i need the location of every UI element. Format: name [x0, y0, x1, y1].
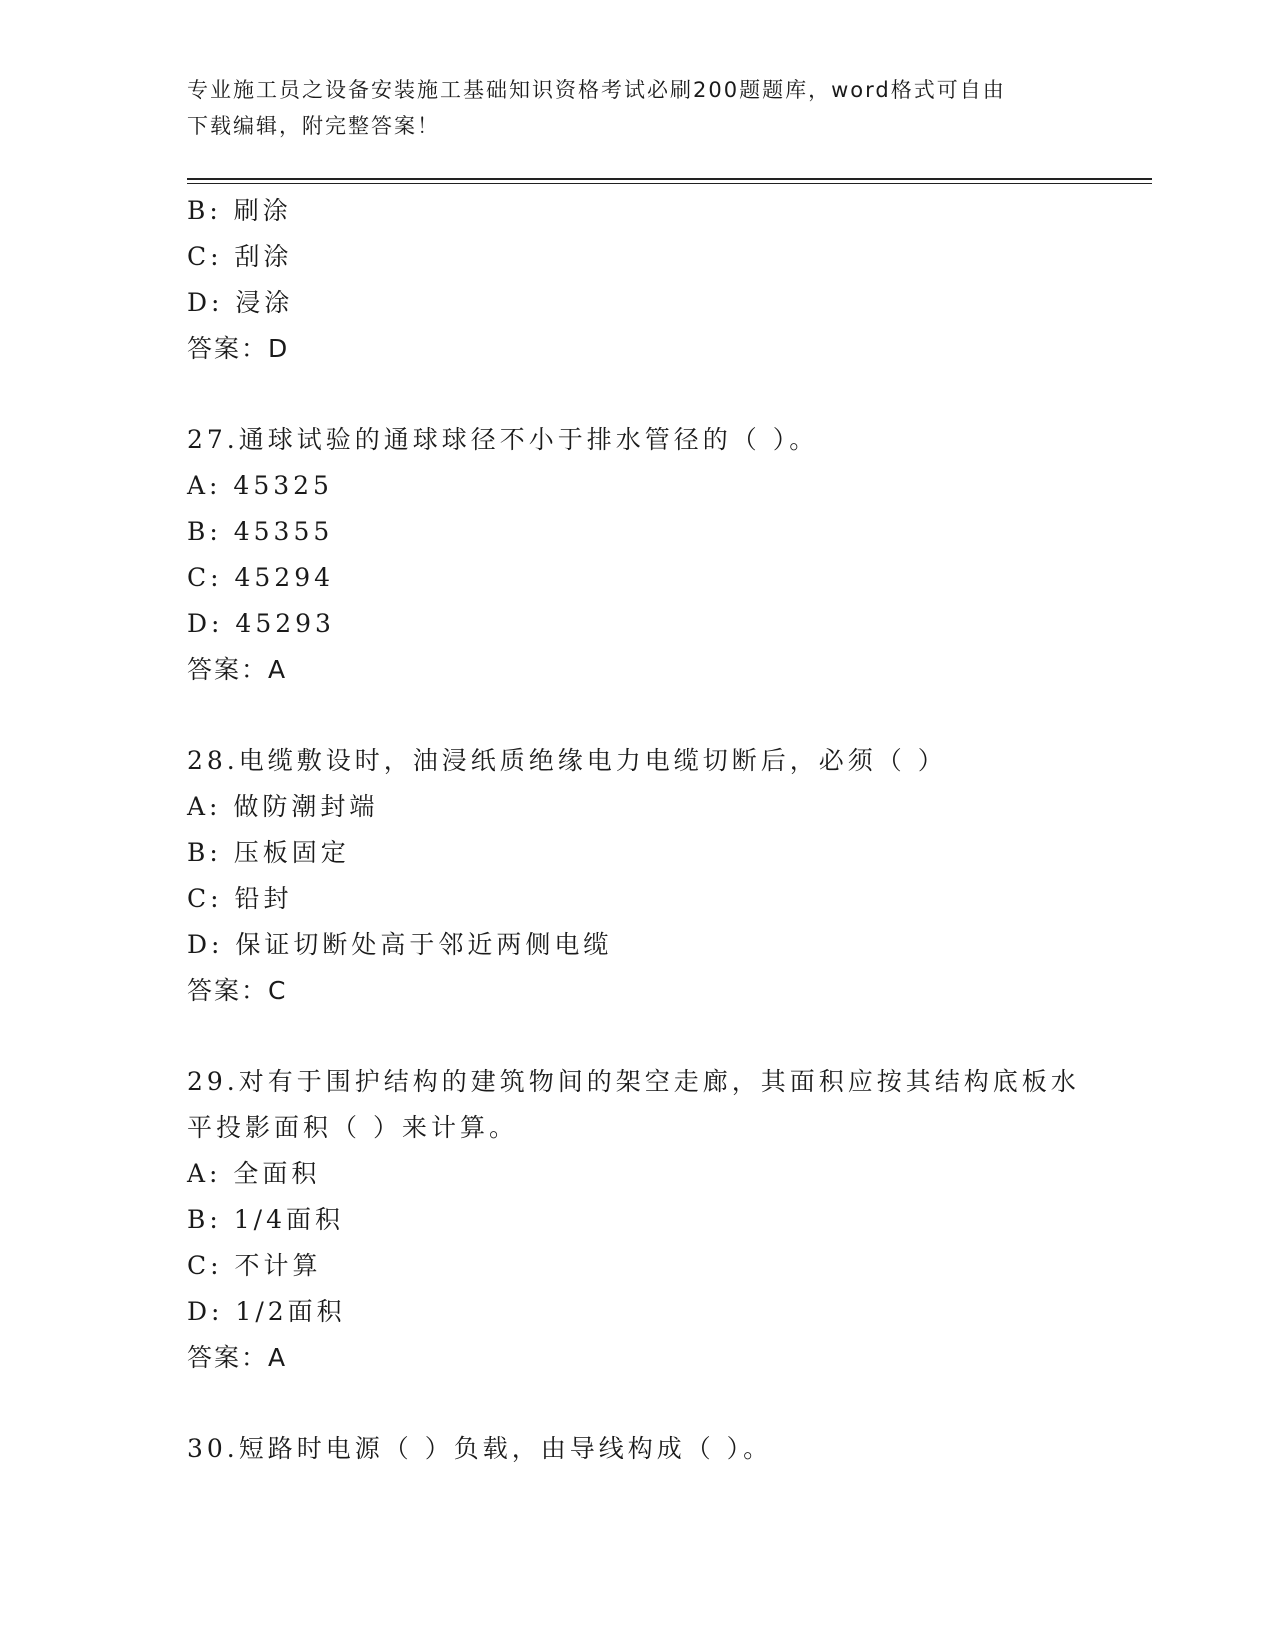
option-b: B: 1/4面积 [187, 1205, 344, 1234]
answer-line: 答案：D [187, 334, 290, 363]
spacer [187, 1381, 1087, 1426]
question-list [187, 188, 1087, 1472]
header-line-1: 专业施工员之设备安装施工基础知识资格考试必刷200题题库，word格式可自由 [187, 78, 1006, 102]
question-30 [187, 1426, 1087, 1472]
spacer [187, 372, 1087, 417]
option-c: C: 刮涂 [187, 242, 293, 271]
option-d: D: 45293 [187, 609, 335, 638]
option-c: C: 不计算 [187, 1251, 322, 1280]
option-a: A: 45325 [187, 471, 333, 500]
option-d: D: 保证切断处高于邻近两侧电缆 [187, 930, 613, 959]
option-d: D: 1/2面积 [187, 1297, 346, 1326]
option-b: B: 压板固定 [187, 838, 350, 867]
option-a: A: 全面积 [187, 1159, 321, 1188]
question-28 [187, 738, 1087, 1014]
option-a: A: 做防潮封端 [187, 792, 379, 821]
option-b: B: 刷涂 [187, 196, 292, 225]
question-29 [187, 1059, 1087, 1381]
spacer [187, 1014, 1087, 1059]
question-stem: 28.电缆敷设时，油浸纸质绝缘电力电缆切断后，必须（ ） [187, 746, 947, 775]
question-27 [187, 417, 1087, 693]
answer-line: 答案：A [187, 655, 288, 684]
answer-line: 答案：A [187, 1343, 288, 1372]
document-header [187, 72, 1087, 144]
header-line-2: 下载编辑，附完整答案！ [187, 114, 440, 138]
question-stem-line-1: 29.对有于围护结构的建筑物间的架空走廊，其面积应按其结构底板水 [187, 1067, 1080, 1096]
question-stem: 30.短路时电源（ ）负载，由导线构成（ ）。 [187, 1434, 773, 1463]
option-c: C: 45294 [187, 563, 335, 592]
question-26-partial [187, 188, 1087, 372]
header-divider-thick [187, 178, 1152, 180]
spacer [187, 693, 1087, 738]
question-stem: 27.通球试验的通球球径不小于排水管径的（ ）。 [187, 425, 819, 454]
header-divider-thin [187, 183, 1152, 184]
option-c: C: 铅封 [187, 884, 293, 913]
question-stem-line-2: 平投影面积（ ）来计算。 [187, 1113, 518, 1142]
option-d: D: 浸涂 [187, 288, 294, 317]
option-b: B: 45355 [187, 517, 334, 546]
answer-line: 答案：C [187, 976, 288, 1005]
